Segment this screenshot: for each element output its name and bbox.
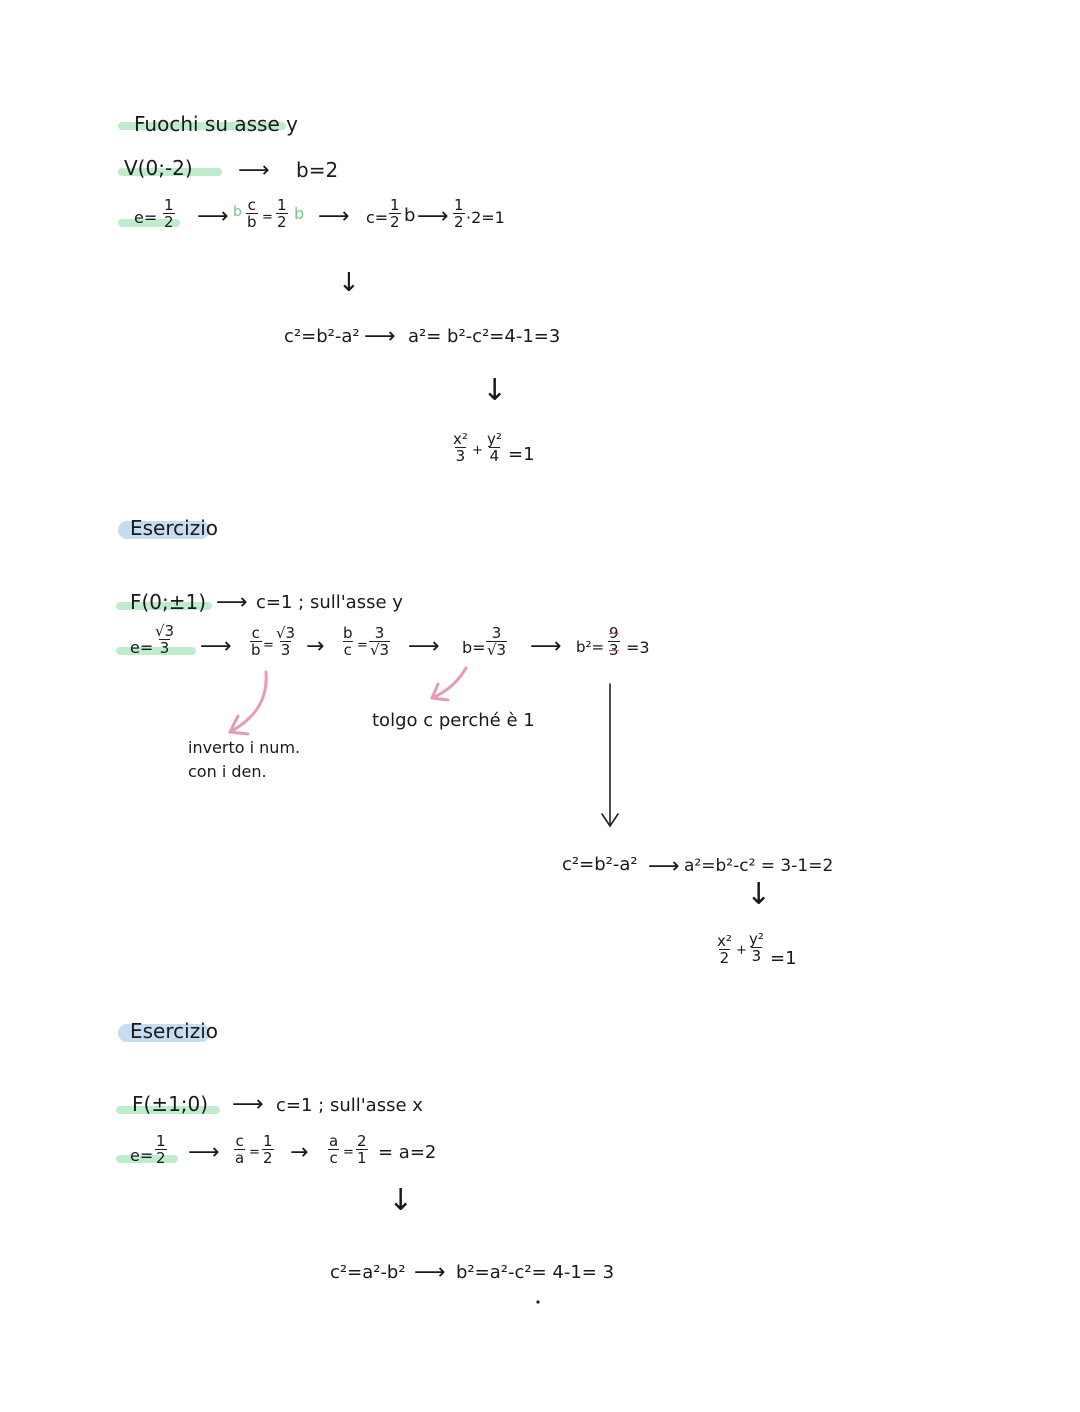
e-fraction: $\frac{√3}{3}$	[155, 622, 175, 657]
ellipse-relation: c²=b²-a²	[284, 326, 360, 347]
c-result: ·2=1	[466, 208, 505, 227]
note-remove-c: tolgo c perché è 1	[372, 710, 535, 731]
b-value: b=2	[296, 158, 339, 182]
focus-note: c=1 ; sull'asse x	[276, 1095, 423, 1116]
e-label: e=	[130, 638, 154, 657]
root3-over-3: $\frac{√3}{3}$	[276, 624, 296, 659]
ratio-c-over-b: $\frac{c}{b}$	[251, 624, 261, 659]
a-result: = a=2	[378, 1142, 437, 1163]
c-equals: c=	[366, 208, 389, 227]
arrow-right-icon: ⟶	[318, 204, 350, 229]
b-equals: b=	[462, 638, 486, 657]
arrow-right-icon: →	[290, 1140, 309, 1165]
equals-sign: =	[263, 638, 274, 653]
arrow-right-icon: ⟶	[232, 1092, 264, 1117]
fraction-one-half: $\frac{1}{2}$	[454, 196, 464, 231]
arrow-right-icon: ⟶	[648, 854, 680, 879]
b-squared-fraction: $\frac{9}{3}$	[609, 624, 619, 659]
arrow-down-icon: ↓	[388, 1183, 414, 1218]
ellipse-relation: c²=b²-a²	[562, 854, 638, 875]
pink-arrow-icon	[432, 668, 466, 700]
e-fraction: $\frac{1}{2}$	[164, 196, 174, 231]
b-squared-result: =3	[626, 638, 650, 657]
arrow-right-icon: ⟶	[238, 158, 270, 183]
ellipse-y-term: $\frac{\text{y²}}{4}$	[487, 430, 502, 465]
focus-label: F(0;±1)	[130, 590, 207, 614]
equals-sign: =	[262, 210, 273, 225]
note-invert-line2: con i den.	[188, 762, 267, 781]
b-squared-calculation: b²=a²-c²= 4-1= 3	[456, 1262, 615, 1283]
ellipse-equals-one: =1	[770, 948, 797, 969]
arrow-right-icon: ⟶	[197, 204, 229, 229]
arrow-down-icon: ↓	[746, 877, 772, 912]
dot-mark	[536, 1300, 539, 1303]
plus-sign: +	[736, 943, 747, 958]
arrow-right-icon: ⟶	[408, 634, 440, 659]
ratio-c-over-a: $\frac{c}{a}$	[235, 1132, 245, 1167]
ratio-a-over-c: $\frac{a}{c}$	[329, 1132, 339, 1167]
arrow-right-icon: ⟶	[414, 1260, 446, 1285]
equals-sign: =	[249, 1145, 260, 1160]
three-over-root3: $\frac{3}{√3}$	[370, 624, 390, 659]
ratio-c-over-b: $\frac{c}{b}$	[247, 196, 257, 231]
a-squared-calculation: a²= b²-c²=4-1=3	[408, 326, 561, 347]
equals-sign: =	[343, 1145, 354, 1160]
b-fraction: $\frac{3}{√3}$	[487, 624, 507, 659]
arrow-down-icon: ↓	[338, 268, 360, 298]
arrow-right-icon: ⟶	[364, 324, 396, 349]
b-multiplier-right: b	[294, 204, 305, 223]
fraction-one-half: $\frac{1}{2}$	[277, 196, 287, 231]
ratio-b-over-c: $\frac{b}{c}$	[343, 624, 353, 659]
focus-note: c=1 ; sull'asse y	[256, 592, 403, 613]
ellipse-x-term: $\frac{\text{x²}}{3}$	[453, 430, 468, 465]
ellipse-relation: c²=a²-b²	[330, 1262, 406, 1283]
arrow-right-icon: →	[306, 634, 325, 659]
e-label: e=	[130, 1146, 154, 1165]
section2-heading: Esercizio	[130, 516, 218, 540]
note-invert: inverto i num.	[188, 738, 301, 757]
ellipse-y-term: $\frac{\text{y²}}{3}$	[749, 930, 764, 965]
pink-curved-arrow-icon	[230, 672, 266, 734]
section1-heading: Fuochi su asse y	[134, 112, 298, 136]
e-label: e=	[134, 208, 158, 227]
b-squared-label: b²=	[576, 638, 605, 656]
arrow-down-icon: ↓	[482, 373, 508, 408]
fraction-one-half: $\frac{1}{2}$	[263, 1132, 273, 1167]
b-term: b	[404, 205, 416, 226]
two-over-one: $\frac{2}{1}$	[357, 1132, 367, 1167]
arrow-right-icon: ⟶	[188, 1140, 220, 1165]
long-down-arrow-icon	[602, 684, 618, 826]
e-fraction: $\frac{1}{2}$	[156, 1132, 166, 1167]
section3-heading: Esercizio	[130, 1019, 218, 1043]
equals-sign: =	[357, 638, 368, 653]
arrow-right-icon: ⟶	[216, 590, 248, 615]
ellipse-x-term: $\frac{\text{x²}}{2}$	[717, 932, 732, 967]
plus-sign: +	[472, 443, 483, 458]
arrow-right-icon: ⟶	[417, 204, 449, 229]
arrow-right-icon: ⟶	[530, 634, 562, 659]
arrow-right-icon: ⟶	[200, 634, 232, 659]
ellipse-equals-one: =1	[508, 444, 535, 465]
b-multiplier: b	[233, 204, 242, 220]
vertex-label: V(0;-2)	[124, 156, 193, 180]
focus-label: F(±1;0)	[132, 1092, 209, 1116]
a-squared-calculation: a²=b²-c² = 3-1=2	[684, 856, 834, 876]
fraction-one-half: $\frac{1}{2}$	[390, 196, 400, 231]
